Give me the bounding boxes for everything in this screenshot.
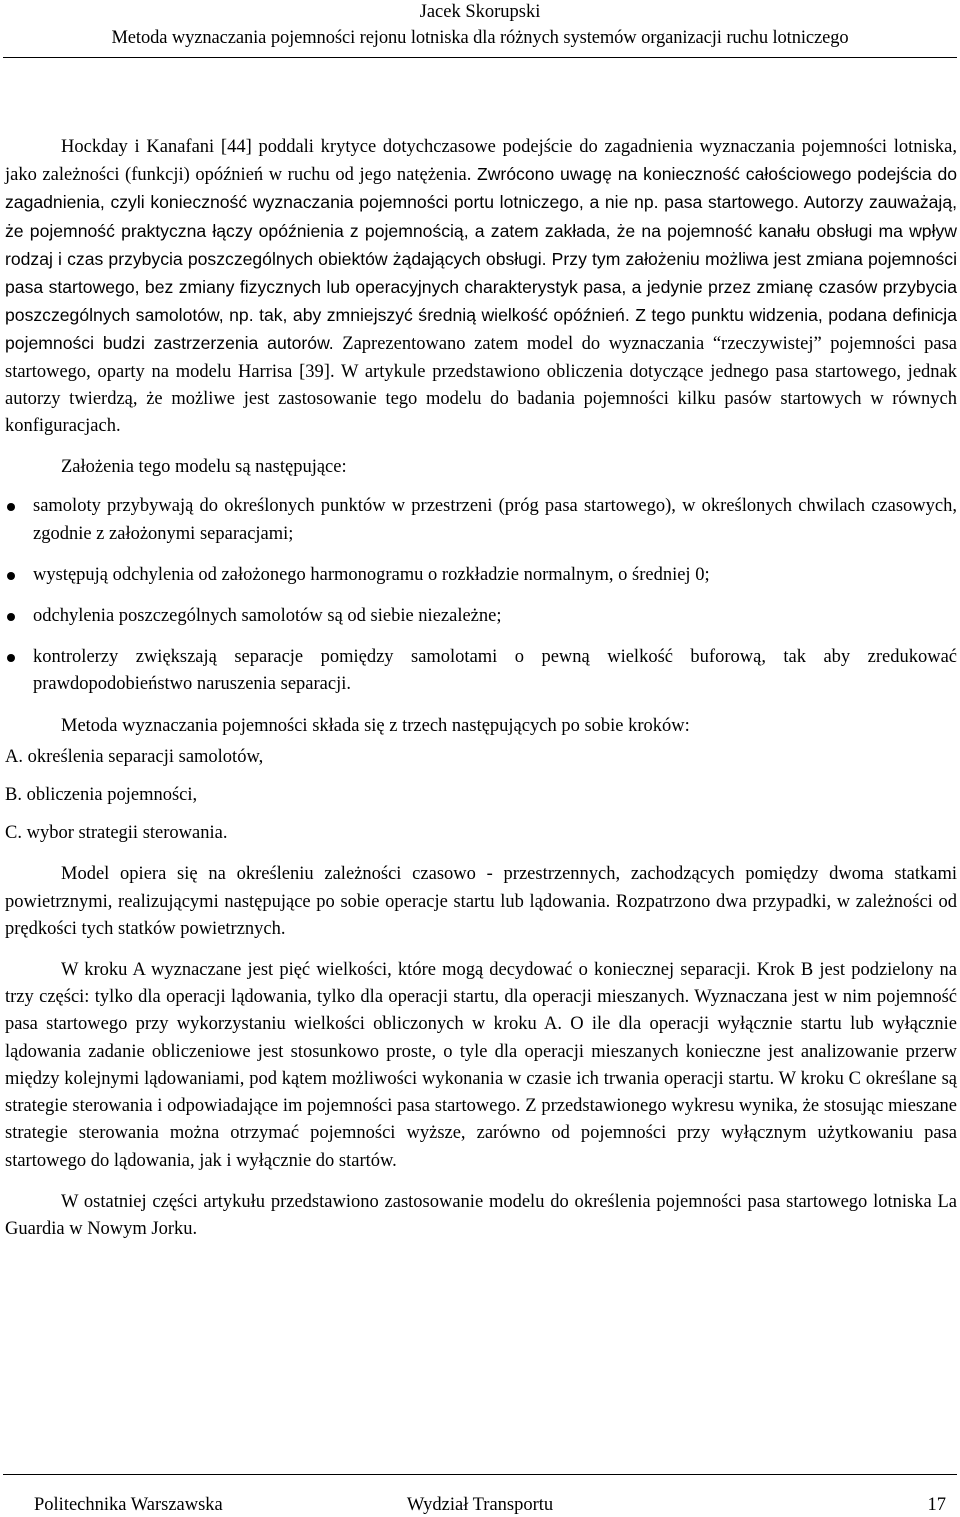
step-item: B. obliczenia pojemności, bbox=[5, 785, 198, 806]
page-header bbox=[0, 0, 960, 60]
step-item: A. określenia separacji samolotów, bbox=[5, 746, 264, 767]
assumptions-intro: Założenia tego modelu są następujące: bbox=[61, 457, 347, 478]
bullet-icon bbox=[7, 503, 15, 511]
bullet-icon bbox=[7, 572, 15, 580]
paragraph-model: Model opiera się na określeniu zależności czasowo - przestrzennych, zachodzących pomiędzy dwoma statkami powietrznymi, realizującymi następujące po sobie operacje startu lub lądowania. Rozpatrzono dwa przypadki, w zależności od prędkości tych statków powietrznych. bbox=[5, 864, 957, 939]
paragraph-review bbox=[5, 134, 957, 440]
bullet-icon bbox=[7, 613, 15, 621]
header-title: Metoda wyznaczania pojemności rejonu lotniska dla różnych systemów organizacji ruchu lotniczego bbox=[111, 28, 849, 48]
list-item-text: odchylenia poszczególnych samolotów są od siebie niezależne; bbox=[33, 606, 502, 627]
header-author: Jacek Skorupski bbox=[419, 2, 541, 22]
list-item bbox=[5, 644, 957, 698]
steps-intro: Metoda wyznaczania pojemności składa się z trzech następujących po sobie kroków: bbox=[61, 715, 690, 736]
assumptions-list bbox=[5, 493, 957, 698]
footer-university: Politechnika Warszawska bbox=[34, 1495, 223, 1515]
header-divider bbox=[3, 57, 957, 58]
list-item-text: kontrolerzy zwiększają separacje pomiędzy samolotami o pewną wielkość buforową, tak aby zredukować prawdopodobieństwo naruszenia separacji. bbox=[33, 647, 957, 695]
steps-list bbox=[5, 744, 957, 848]
page-footer bbox=[0, 1468, 960, 1517]
page-number: 17 bbox=[927, 1495, 946, 1515]
paragraph-review-intro: Hockday i Kanafani [44] poddali krytyce dotychczasowe podejście do zagadnienia wyznaczania pojemności lotniska, jako zależności (funkcji) opóźnień w ruchu od jego natężenia. bbox=[5, 137, 957, 186]
list-item-text: występują odchylenia od założonego harmonogramu o rozkładzie normalnym, o średniej 0; bbox=[33, 564, 710, 585]
list-item bbox=[5, 493, 957, 547]
footer-divider bbox=[3, 1474, 957, 1475]
list-item bbox=[5, 562, 957, 589]
paragraph-application: W ostatniej części artykułu przedstawiono zastosowanie modelu do określenia pojemności pasa startowego lotniska La Guardia w Nowym Jorku. bbox=[5, 1191, 957, 1239]
list-item bbox=[5, 603, 957, 630]
footer-faculty: Wydział Transportu bbox=[406, 1495, 554, 1515]
paragraph-review-sans-passage: Zwrócono uwagę na konieczność całościowego podejścia do zagadnienia, czyli konieczność wyznaczania pojemności portu lotniczego, a nie np. pasa startowego. Autorzy zauważają, że pojemność praktyczna łączy opóźnienia z pojemnością, a zatem zakłada, że na pojemność kanału obsługi ma wpływ rodzaj i czas przybycia poszczególnych obiektów żądających obsługi. Przy tym założeniu możliwa jest zmiana pojemności pasa startowego, bez zmiany fizycznych lub operacyjnych charakterystyk pasa, a jedynie przez zmianę czasów przybycia poszczególnych samolotów, np. tak, aby zmniejszyć średnią wielkość opóźnień. Z tego punktu widzenia, podana definicja pojemności budzi zastrzerzenia autorów. bbox=[5, 164, 958, 354]
step-item: C. wybor strategii sterowania. bbox=[5, 823, 228, 844]
list-item-text: samoloty przybywają do określonych punktów w przestrzeni (próg pasa startowego), w określonych chwilach czasowych, zgodnie z założonymi separacjami; bbox=[33, 496, 957, 544]
bullet-icon bbox=[7, 654, 15, 662]
paragraph-review-conclusion: Zaprezentowano zatem model do wyznaczania “rzeczywistej” pojemności pasa startowego, oparty na modelu Harrisa [39]. W artykule przedstawiono obliczenia dotyczące jednego pasa startowego, jednak autorzy twierdzą, że możliwe jest zastosowanie tego modelu do badania pojemności kilku pasów startowych w równych konfiguracjach. bbox=[5, 334, 957, 437]
paragraph-steps-detail: W kroku A wyznaczane jest pięć wielkości, które mogą decydować o koniecznej separacji. Krok B jest podzielony na trzy części: tylko dla operacji lądowania, tylko dla operacji startu, dla operacji mieszanych. Wyznaczana jest w nim pojemność pasa startowego przy wykorzystaniu wielkości obliczonych w kroku A. O ile dla operacji wyłącznie startu lub wyłącznie lądowania zadanie obliczeniowe jest stosunkowo proste, o tyle dla operacji mieszanych konieczne jest analizowanie przerw między kolejnymi lądowaniami, pod kątem możliwości wykonania w czasie ich trwania operacji startu. W kroku C określane są strategie sterowania i odpowiadające im pojemności pasa startowego. Z przedstawionego wykresu wynika, że stosując mieszane strategie sterowania można otrzymać pojemności wyższe, zarówno od pojemności przy wyłącznym użytkowaniu pasa startowego do lądowania, jak i wyłącznie do startów. bbox=[5, 960, 957, 1171]
page-body bbox=[5, 134, 957, 1243]
